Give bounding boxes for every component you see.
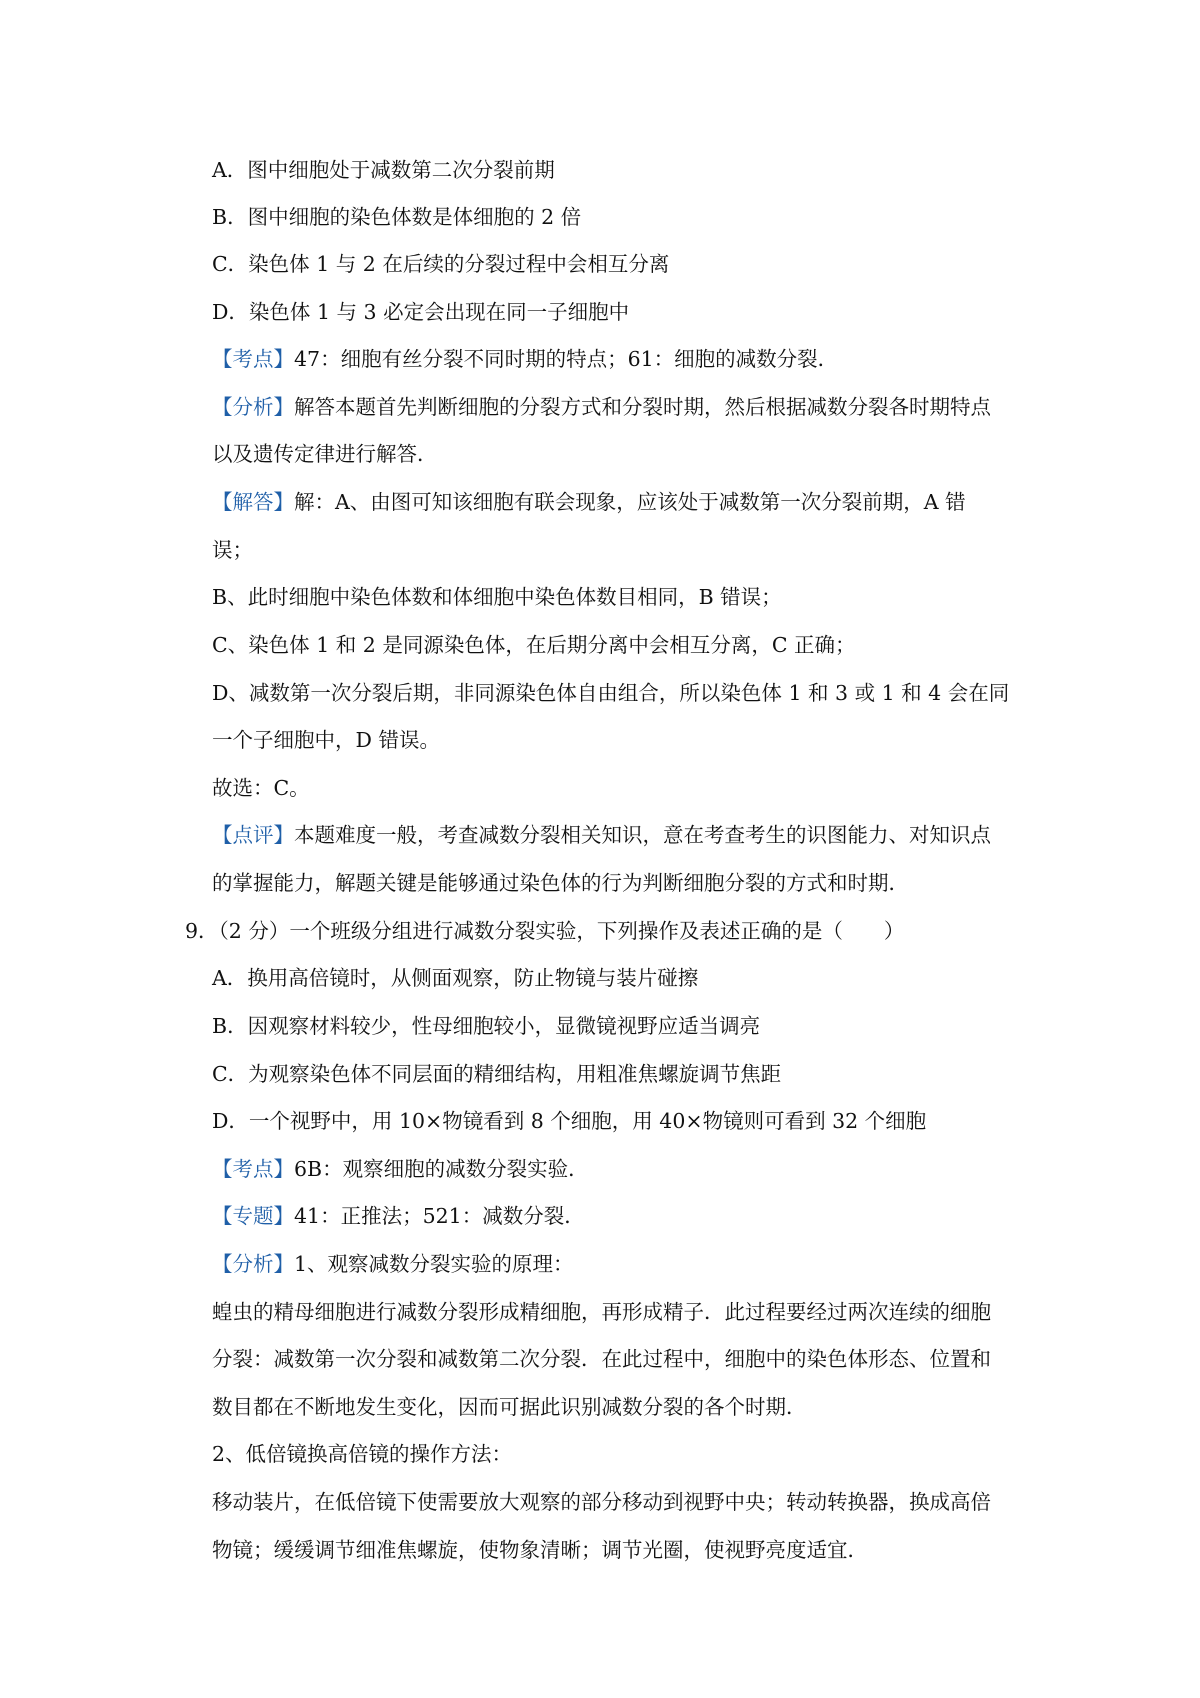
q9-fenxi-p1-1: 蝗虫的精母细胞进行减数分裂形成精细胞，再形成精子．此过程要经过两次连续的细胞: [212, 1300, 991, 1324]
q8-jieda-d2: 一个子细胞中，D 错误。: [212, 728, 440, 752]
jieda-tag: 【解答】: [212, 490, 294, 514]
q9-stem: 9．（2 分）一个班级分组进行减数分裂实验，下列操作及表述正确的是（ ）: [185, 919, 905, 943]
q8-option-a: A．图中细胞处于减数第二次分裂前期: [212, 158, 555, 182]
q9-zhuanti: [212, 1201, 585, 1231]
q9-fenxi-p2-1: 移动装片，在低倍镜下使需要放大观察的部分移动到视野中央；转动转换器，换成高倍: [212, 1490, 991, 1514]
q8-jieda-b: B、此时细胞中染色体数和体细胞中染色体数目相同，B 错误；: [212, 585, 782, 609]
q8-answer: 故选：C。: [212, 776, 310, 800]
q9-option-b: B．因观察材料较少，性母细胞较小，显微镜视野应适当调亮: [212, 1014, 761, 1038]
q9-fenxi-p2-title: 2、低倍镜换高倍镜的操作方法：: [212, 1442, 513, 1466]
q8-fenxi-cont: 以及遗传定律进行解答．: [212, 442, 438, 466]
q8-kaodian: [212, 344, 838, 374]
q8-dianping: [212, 820, 991, 850]
q8-jieda-d1: D、减数第一次分裂后期，非同源染色体自由组合，所以染色体 1 和 3 或 1 和 4 会在同: [212, 681, 1010, 705]
q8-fenxi: [212, 392, 991, 422]
q8-dianping-cont: 的掌握能力，解题关键是能够通过染色体的行为判断细胞分裂的方式和时期．: [212, 871, 909, 895]
q8-jieda: [212, 487, 966, 517]
fenxi-tag: 【分析】: [212, 1252, 294, 1276]
kaodian-text: 6B：观察细胞的减数分裂实验．: [294, 1157, 589, 1181]
q9-fenxi-p2-2: 物镜；缓缓调节细准焦螺旋，使物象清晰；调节光圈，使视野亮度适宜．: [212, 1538, 868, 1562]
jieda-text: 解：A、由图可知该细胞有联会现象，应该处于减数第一次分裂前期，A 错: [294, 490, 966, 514]
q9-option-d: D．一个视野中，用 10×物镜看到 8 个细胞，用 40×物镜则可看到 32 个细胞: [212, 1109, 927, 1133]
q8-option-d: D．染色体 1 与 3 必定会出现在同一子细胞中: [212, 300, 630, 324]
dianping-text: 本题难度一般，考查减数分裂相关知识，意在考查考生的识图能力、对知识点: [294, 823, 991, 847]
q9-kaodian: [212, 1154, 589, 1184]
fenxi-text: 1、观察减数分裂实验的原理：: [294, 1252, 574, 1276]
zhuanti-tag: 【专题】: [212, 1204, 294, 1228]
q8-option-c: C．染色体 1 与 2 在后续的分裂过程中会相互分离: [212, 252, 670, 276]
q9-fenxi: [212, 1249, 574, 1279]
kaodian-tag: 【考点】: [212, 347, 294, 371]
kaodian-tag: 【考点】: [212, 1157, 294, 1181]
dianping-tag: 【点评】: [212, 823, 294, 847]
q9-option-a: A．换用高倍镜时，从侧面观察，防止物镜与装片碰擦: [212, 966, 699, 990]
q9-option-c: C．为观察染色体不同层面的精细结构，用粗准焦螺旋调节焦距: [212, 1062, 782, 1086]
q9-fenxi-p1-3: 数目都在不断地发生变化，因而可据此识别减数分裂的各个时期．: [212, 1395, 807, 1419]
kaodian-text: 47：细胞有丝分裂不同时期的特点；61：细胞的减数分裂．: [294, 347, 839, 371]
zhuanti-text: 41：正推法；521：减数分裂．: [294, 1204, 585, 1228]
q8-jieda-c: C、染色体 1 和 2 是同源染色体，在后期分离中会相互分离，C 正确；: [212, 633, 856, 657]
fenxi-tag: 【分析】: [212, 395, 294, 419]
q8-option-b: B．图中细胞的染色体数是体细胞的 2 倍: [212, 205, 582, 229]
q9-fenxi-p1-2: 分裂：减数第一次分裂和减数第二次分裂．在此过程中，细胞中的染色体形态、位置和: [212, 1347, 991, 1371]
fenxi-text: 解答本题首先判断细胞的分裂方式和分裂时期，然后根据减数分裂各时期特点: [294, 395, 991, 419]
q8-jieda-cont: 误；: [212, 538, 253, 562]
